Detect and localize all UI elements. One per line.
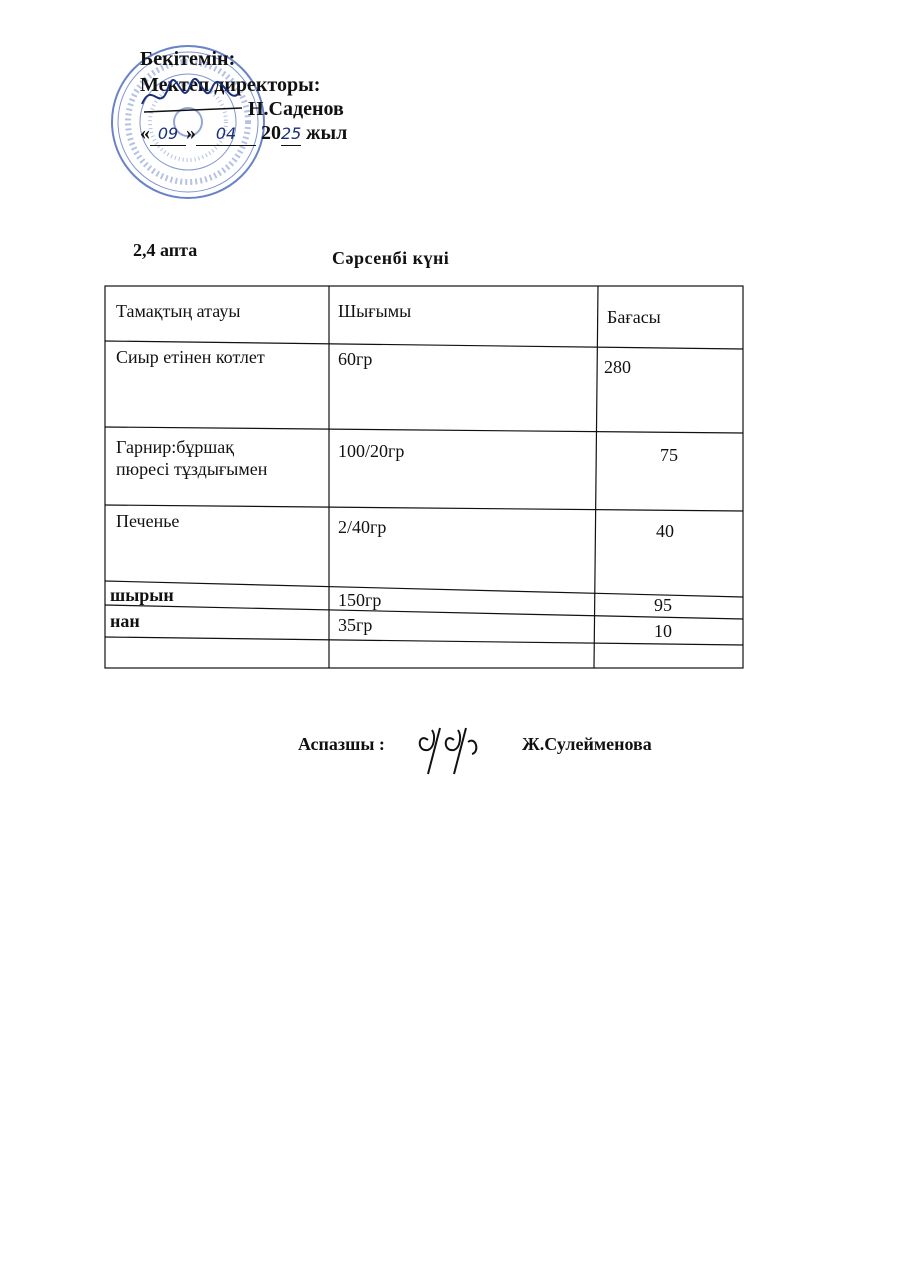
column-header-price: Бағасы xyxy=(607,307,661,327)
row-1-yield: 60гр xyxy=(338,349,373,369)
year-word: жыл xyxy=(306,122,348,144)
row-2-name-line2: пюресі тұздығымен xyxy=(116,459,268,479)
row-1-name: Сиыр етінен котлет xyxy=(116,347,265,367)
approval-title: Бекітемін: xyxy=(140,48,236,70)
row-5-yield: 35гр xyxy=(338,615,373,635)
row-1-price: 280 xyxy=(604,357,631,377)
menu-table xyxy=(104,285,744,670)
close-quote: » xyxy=(186,122,196,144)
director-signature xyxy=(138,74,248,118)
row-4-price: 95 xyxy=(654,595,672,615)
date-month: 04 xyxy=(196,123,256,146)
approval-role: Мектеп директоры: xyxy=(140,74,321,96)
row-5-price: 10 xyxy=(654,621,672,641)
row-3-price: 40 xyxy=(656,521,674,541)
row-4-yield: 150гр xyxy=(338,590,382,610)
cook-signature xyxy=(414,722,486,778)
row-4-name: шырын xyxy=(110,585,174,605)
row-2-price: 75 xyxy=(660,445,678,465)
date-day: 09 xyxy=(150,123,186,146)
director-name: Н.Саденов xyxy=(248,98,344,120)
week-label: 2,4 апта xyxy=(133,240,198,260)
year-prefix: 20 xyxy=(261,122,281,144)
cook-name: Ж.Сулейменова xyxy=(522,734,652,754)
cook-label: Аспазшы : xyxy=(298,734,385,754)
date-year-suffix: 25 xyxy=(281,123,301,146)
approval-date xyxy=(140,122,347,146)
row-3-yield: 2/40гр xyxy=(338,517,387,537)
row-2-yield: 100/20гр xyxy=(338,441,405,461)
row-3-name: Печенье xyxy=(116,511,180,531)
row-2-name-line1: Гарнир:бұршақ xyxy=(116,437,234,457)
day-label: Сәрсенбі күні xyxy=(332,248,450,268)
column-header-yield: Шығымы xyxy=(338,301,412,321)
column-header-name: Тамақтың атауы xyxy=(116,301,241,321)
row-5-name: нан xyxy=(110,611,140,631)
approval-block xyxy=(108,42,408,202)
open-quote: « xyxy=(140,122,150,144)
